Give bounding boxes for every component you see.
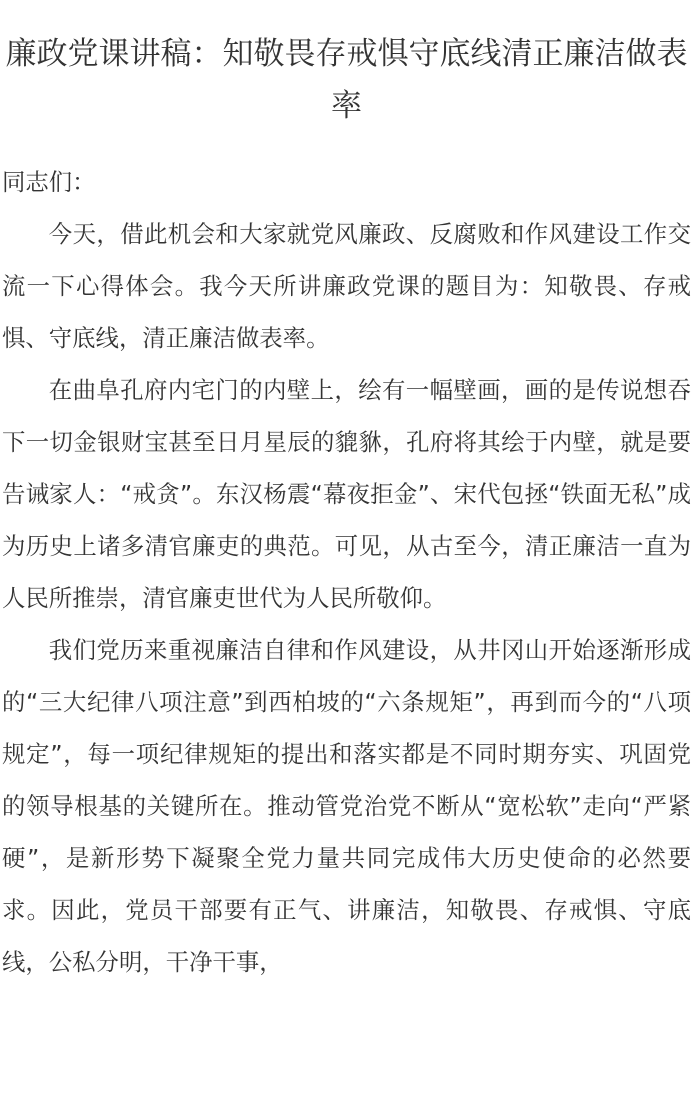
paragraph-3: 我们党历来重视廉洁自律和作风建设，从井冈山开始逐渐形成的“三大纪律八项注意”到西柏坡的“六条规矩”，再到而今的“八项规定”，每一项纪律规矩的提出和落实都是不同时期夯实、巩固党的领导根基的关键所在。推动管党治党不断从“宽松软”走向“严紧硬”，是新形势下凝聚全党力量共同完成伟大历史使命的必然要求。因此，党员干部要有正气、讲廉洁，知敬畏、存戒惧、守底线，公私分明，干净干事， [2, 636, 691, 976]
paragraph-1: 今天，借此机会和大家就党风廉政、反腐败和作风建设工作交流一下心得体会。我今天所讲廉政党课的题目为：知敬畏、存戒惧、守底线，清正廉洁做表率。 [2, 220, 691, 352]
article-body [0, 156, 693, 988]
greeting: 同志们： [2, 168, 96, 196]
article-title: 廉政党课讲稿：知敬畏存戒惧守底线清正廉洁做表率 [5, 36, 688, 124]
paragraph-2: 在曲阜孔府内宅门的内壁上，绘有一幅壁画，画的是传说想吞下一切金银财宝甚至日月星辰的貔貅，孔府将其绘于内壁，就是要告诫家人：“戒贪”。东汉杨震“幕夜拒金”、宋代包拯“铁面无私”成为历史上诸多清官廉吏的典范。可见，从古至今，清正廉洁一直为人民所推崇，清官廉吏世代为人民所敬仰。 [2, 376, 691, 612]
